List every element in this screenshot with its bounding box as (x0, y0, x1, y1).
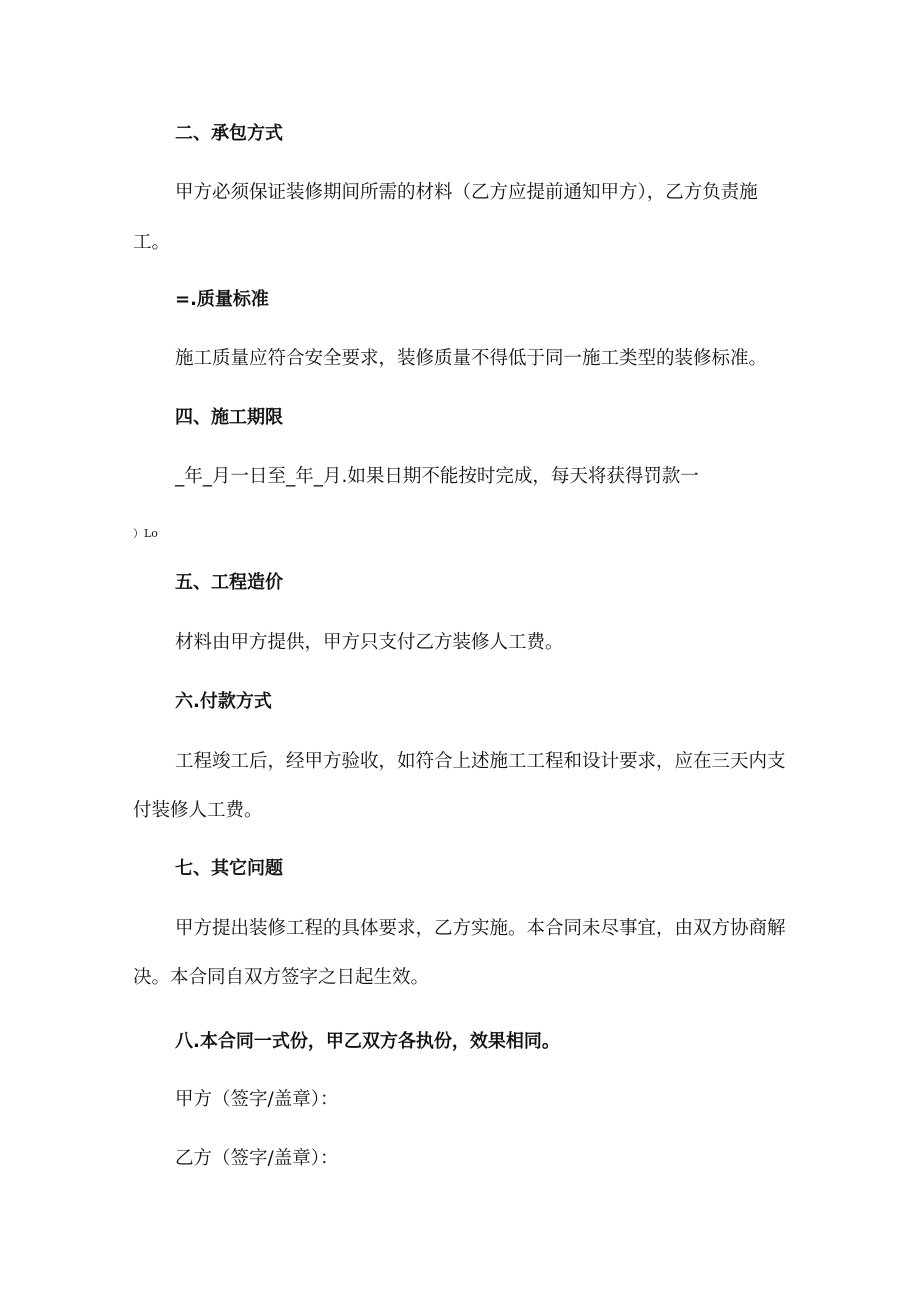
section-heading-quality-standard: =.质量标准 (175, 289, 269, 310)
section-heading-other-issues: 七、其它问题 (175, 858, 283, 879)
section-paragraph-line: 甲方提出装修工程的具体要求，乙方实施。本合同未尽事宜，由双方协商解 (175, 918, 786, 939)
section-paragraph-line: 决。本合同自双方签字之日起生效。 (133, 967, 430, 988)
signature-line-party-a: 甲方（签字/盖章）： (175, 1089, 339, 1110)
section-heading-contract-method: 二、承包方式 (175, 123, 283, 144)
section-paragraph-line: 工。 (133, 232, 171, 253)
signature-line-party-b: 乙方（签字/盖章）： (175, 1148, 339, 1169)
section-paragraph-line: 付装修人工费。 (133, 800, 263, 821)
section-heading-copies: 八.本合同一式份，甲乙双方各执份，效果相同。 (175, 1031, 560, 1052)
section-heading-payment-method: 六.付款方式 (175, 691, 272, 712)
section-paragraph-line: 甲方必须保证装修期间所需的材料（乙方应提前通知甲方），乙方负责施 (175, 182, 758, 203)
section-heading-construction-period: 四、施工期限 (175, 407, 283, 428)
section-heading-project-cost: 五、工程造价 (175, 572, 283, 593)
section-paragraph-line: 材料由甲方提供，甲方只支付乙方装修人工费。 (175, 632, 564, 653)
section-paragraph-line: 工程竣工后，经甲方验收，如符合上述施工工程和设计要求，应在三天内支 (175, 751, 786, 772)
section-paragraph-line: _年_月一日至_年_月.如果日期不能按时完成，每天将获得罚款一 (175, 466, 699, 487)
section-paragraph-line: 施工质量应符合安全要求，装修质量不得低于同一施工类型的装修标准。 (175, 348, 768, 369)
section-paragraph-line: ）Lo (133, 527, 158, 540)
